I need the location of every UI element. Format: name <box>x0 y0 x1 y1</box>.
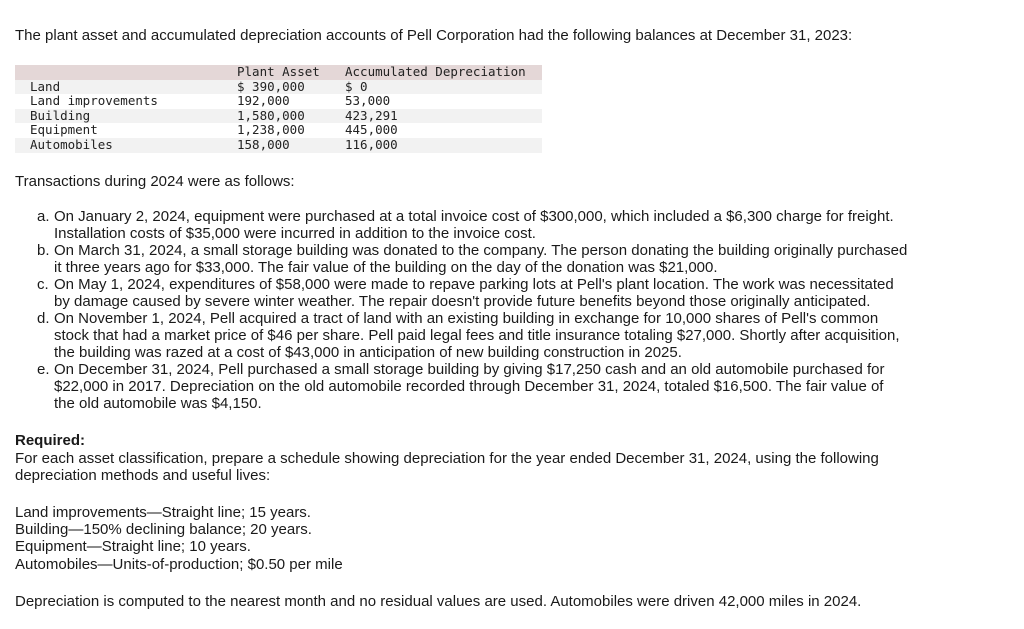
item-line: $22,000 in 2017. Depreciation on the old automobile recorded through December 31, 2024, totaled $16,500. The fair value of <box>54 378 884 395</box>
row-name: Land <box>30 78 61 94</box>
list-item <box>37 208 957 242</box>
final-note: Depreciation is computed to the nearest month and no residual values are used. Automobiles were driven 42,000 miles in 2024. <box>15 593 862 610</box>
item-line: On January 2, 2024, equipment were purchased at a total invoice cost of $300,000, which included a $6,300 charge for freight. <box>54 208 894 225</box>
item-label: a. <box>37 208 50 225</box>
item-label: d. <box>37 310 50 327</box>
table-row <box>15 94 542 109</box>
row-accum: 53,000 <box>345 93 391 109</box>
transactions-list <box>37 208 957 412</box>
method-line: Automobiles—Units-of-production; $0.50 per mile <box>15 556 343 573</box>
table-row <box>15 138 542 153</box>
header-empty <box>15 65 237 80</box>
row-name: Land improvements <box>30 93 158 109</box>
row-name: Building <box>30 107 91 123</box>
item-label: e. <box>37 361 50 378</box>
method-line: Equipment—Straight line; 10 years. <box>15 538 251 555</box>
list-item <box>37 242 957 276</box>
row-asset: $ 390,000 <box>237 78 305 94</box>
row-asset: 1,580,000 <box>237 107 305 123</box>
required-label: Required: <box>15 432 86 449</box>
item-line: by damage caused by severe winter weather. The repair doesn't provide future benefits beyond those originally anticipated. <box>54 293 871 310</box>
required-text-line: depreciation methods and useful lives: <box>15 467 271 484</box>
transactions-heading: Transactions during 2024 were as follows: <box>15 173 295 190</box>
item-line: On December 31, 2024, Pell purchased a small storage building by giving $17,250 cash and an old automobile purchased for <box>54 361 885 378</box>
header-accumulated-depreciation: Accumulated Depreciation <box>345 64 526 79</box>
row-asset: 158,000 <box>237 136 290 152</box>
row-name: Automobiles <box>30 136 113 152</box>
row-accum: 116,000 <box>345 136 398 152</box>
method-line: Land improvements—Straight line; 15 years. <box>15 504 311 521</box>
item-line: it three years ago for $33,000. The fair value of the building on the day of the donation was $21,000. <box>54 259 718 276</box>
row-accum: 445,000 <box>345 122 398 138</box>
table-header-row <box>15 65 542 80</box>
required-text-line: For each asset classification, prepare a schedule showing depreciation for the year ended December 31, 2024, using the following <box>15 450 879 467</box>
row-asset: 192,000 <box>237 93 290 109</box>
item-line: On November 1, 2024, Pell acquired a tract of land with an existing building in exchange for 10,000 shares of Pell's common <box>54 310 879 327</box>
intro-text: The plant asset and accumulated depreciation accounts of Pell Corporation had the following balances at December 31, 2023: <box>15 27 853 44</box>
row-asset: 1,238,000 <box>237 122 305 138</box>
list-item <box>37 310 957 361</box>
item-line: On March 31, 2024, a small storage building was donated to the company. The person donating the building originally purchased <box>54 242 908 259</box>
row-accum: $ 0 <box>345 78 368 94</box>
method-line: Building—150% declining balance; 20 years. <box>15 521 312 538</box>
list-item <box>37 361 957 412</box>
item-line: Installation costs of $35,000 were incurred in addition to the invoice cost. <box>54 225 536 242</box>
balances-table <box>15 65 542 153</box>
item-label: c. <box>37 276 49 293</box>
item-line: stock that had a market price of $46 per share. Pell paid legal fees and title insurance totaling $27,000. Shortly after acquisition, <box>54 327 900 344</box>
item-line: On May 1, 2024, expenditures of $58,000 were made to repave parking lots at Pell's plant location. The work was necessitated <box>54 276 894 293</box>
list-item <box>37 276 957 310</box>
item-line: the old automobile was $4,150. <box>54 395 262 412</box>
item-line: the building was razed at a cost of $43,000 in anticipation of new building construction in 2025. <box>54 344 682 361</box>
table-row <box>15 109 542 124</box>
item-label: b. <box>37 242 50 259</box>
row-name: Equipment <box>30 122 98 138</box>
row-accum: 423,291 <box>345 107 398 123</box>
table-row <box>15 80 542 95</box>
table-row <box>15 123 542 138</box>
header-plant-asset: Plant Asset <box>237 64 320 79</box>
